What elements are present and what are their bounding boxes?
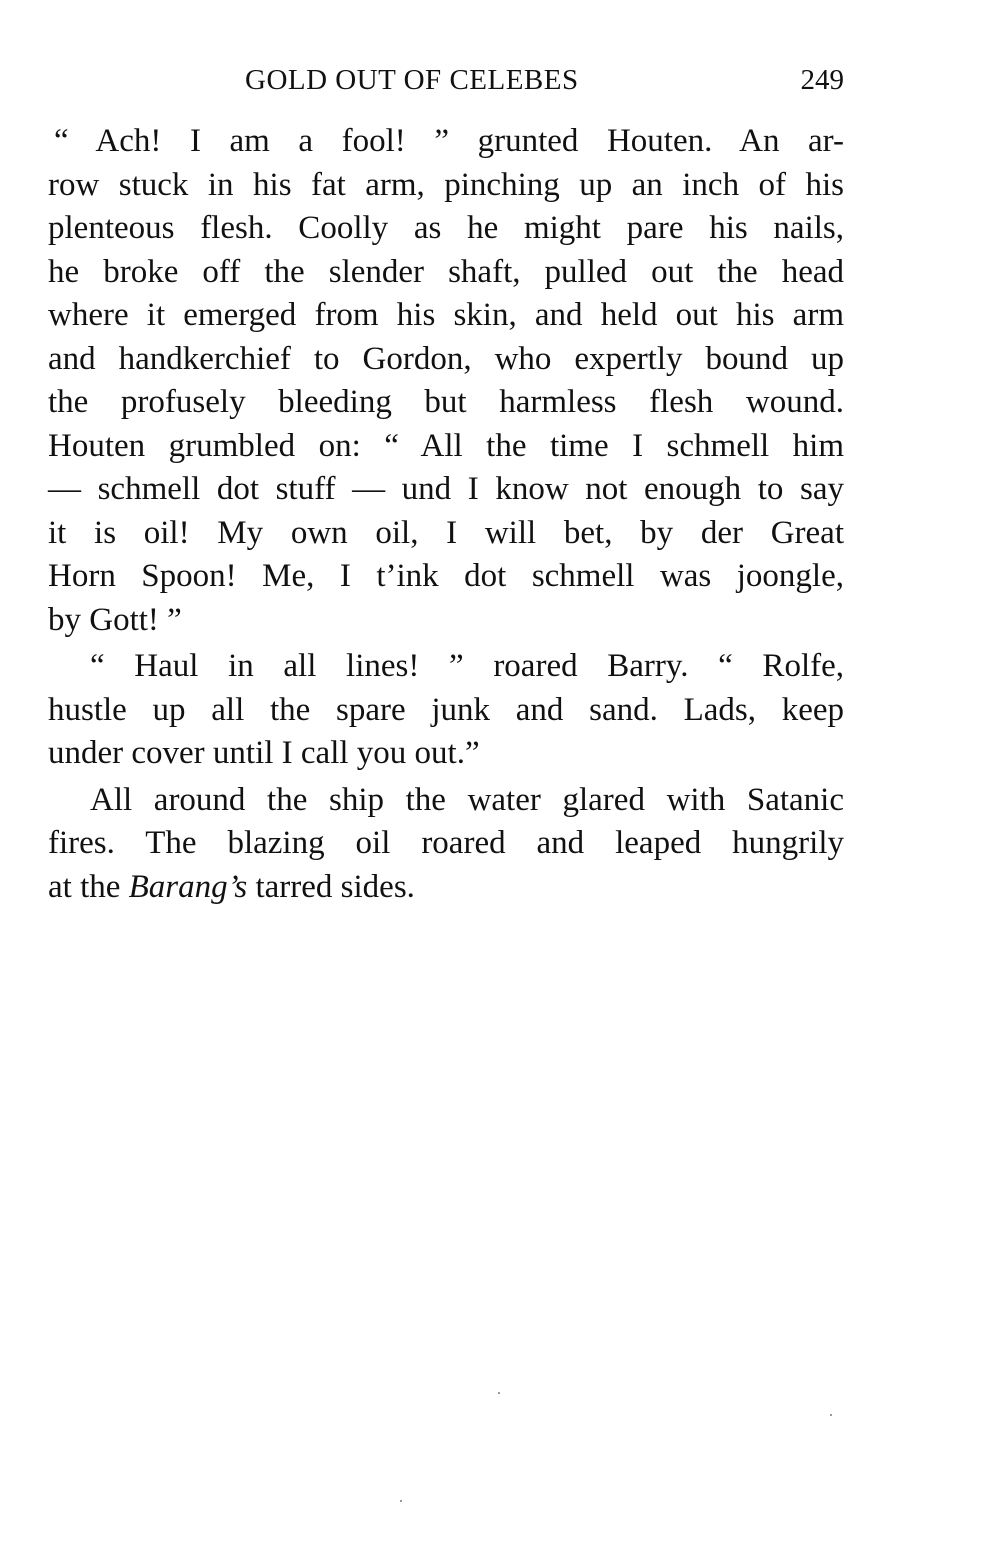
scan-speck [830,1414,832,1416]
ship-name: Barang’s [128,868,248,905]
text-fragment: at the [48,868,129,905]
text-line: Horn Spoon! Me, I t’ink dot schmell was joongle, [48,558,844,594]
text-line: it is oil! My own oil, I will bet, by der Great [48,514,844,551]
scan-speck [400,1500,402,1502]
page-number: 249 [800,64,844,96]
text-line: he broke off the slender shaft, pulled out the head [48,253,844,290]
body-text [48,120,844,909]
scan-speck [498,1392,500,1394]
text-line: hustle up all the spare junk and sand. Lads, keep [48,691,844,728]
text-line: where it emerged from his skin, and held out his arm [48,297,844,333]
text-line: the profusely bleeding but harmless flesh wound. [48,384,844,420]
paragraph-barry [48,645,844,776]
text-line: All around the ship the water glared with Satanic [90,781,844,818]
text-fragment: tarred sides. [247,868,415,905]
text-line: plenteous flesh. Coolly as he might pare his nails, [48,210,844,246]
text-line: Houten grumbled on: “ All the time I schmell him [48,427,844,464]
paragraph-houten [48,120,844,642]
text-line: — schmell dot stuff — und I know not enough to say [48,471,844,507]
text-line: fires. The blazing oil roared and leaped hungrily [48,825,844,861]
text-line: by Gott! ” [48,601,182,638]
text-line: and handkerchief to Gordon, who expertly bound up [48,340,844,377]
text-line: “ Haul in all lines! ” roared Barry. “ Rolfe, [90,648,844,684]
running-title: GOLD OUT OF CELEBES [245,64,579,96]
paragraph-fire [48,779,844,910]
text-line: “ Ach! I am a fool! ” grunted Houten. An ar- [54,123,844,159]
text-line: row stuck in his fat arm, pinching up an inch of his [48,166,844,203]
text-line-last [48,866,844,910]
running-header [50,58,844,102]
text-line: under cover until I call you out.” [48,735,480,771]
